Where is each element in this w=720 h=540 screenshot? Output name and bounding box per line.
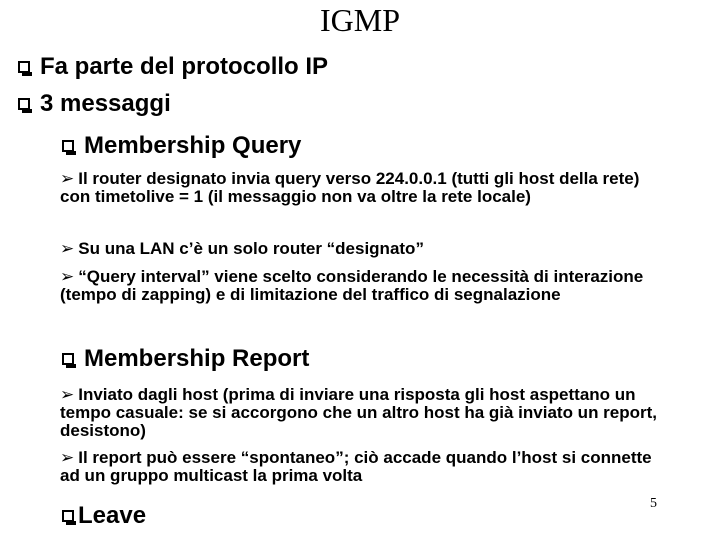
leave-heading xyxy=(62,502,146,530)
query-item-text: Il router designato invia query verso 224.0.0.1 (tutti gli host della rete) con timetolive = 1 (il messaggio non va oltre la rete locale) xyxy=(60,169,640,206)
slide-title: IGMP xyxy=(319,2,400,38)
bullet-l1-text: 3 messaggi xyxy=(40,90,171,117)
query-item-text: Su una LAN c’è un solo router “designato” xyxy=(78,239,424,258)
bullet-l1-item xyxy=(18,53,328,81)
query-item xyxy=(60,170,670,206)
hollow-square-bullet-icon xyxy=(18,61,30,73)
bullet-l1-text: Fa parte del protocollo IP xyxy=(40,53,329,80)
bullet-l1-item xyxy=(18,90,171,118)
report-item-text: Il report può essere “spontaneo”; ciò accade quando l’host si connette ad un gruppo multicast la prima volta xyxy=(60,448,652,485)
membership-query-heading xyxy=(62,132,301,160)
query-item-text: “Query interval” viene scelto considerando le necessità di interazione (tempo di zapping) e di limitazione del traffico di segnalazione xyxy=(60,267,644,304)
report-item xyxy=(60,449,670,485)
arrowhead-bullet-icon: ➢ xyxy=(60,448,75,468)
heading-text: Membership Report xyxy=(84,345,310,372)
arrowhead-bullet-icon: ➢ xyxy=(60,239,75,259)
arrowhead-bullet-icon: ➢ xyxy=(60,385,75,405)
membership-report-heading xyxy=(62,345,309,373)
heading-text: Leave xyxy=(78,502,147,529)
page-number: 5 xyxy=(650,496,657,511)
arrowhead-bullet-icon: ➢ xyxy=(60,267,75,287)
arrowhead-bullet-icon: ➢ xyxy=(60,169,75,189)
hollow-square-bullet-icon xyxy=(62,353,74,365)
report-item-text: Inviato dagli host (prima di inviare una risposta gli host aspettano un tempo casuale: se si accorgono che un altro host ha già inviato un report, desistono) xyxy=(60,385,658,440)
hollow-square-bullet-icon xyxy=(62,140,74,152)
hollow-square-bullet-icon xyxy=(62,510,74,522)
hollow-square-bullet-icon xyxy=(18,98,30,110)
query-item xyxy=(60,268,670,304)
report-item xyxy=(60,386,670,440)
query-item xyxy=(60,240,670,258)
heading-text: Membership Query xyxy=(84,132,302,159)
